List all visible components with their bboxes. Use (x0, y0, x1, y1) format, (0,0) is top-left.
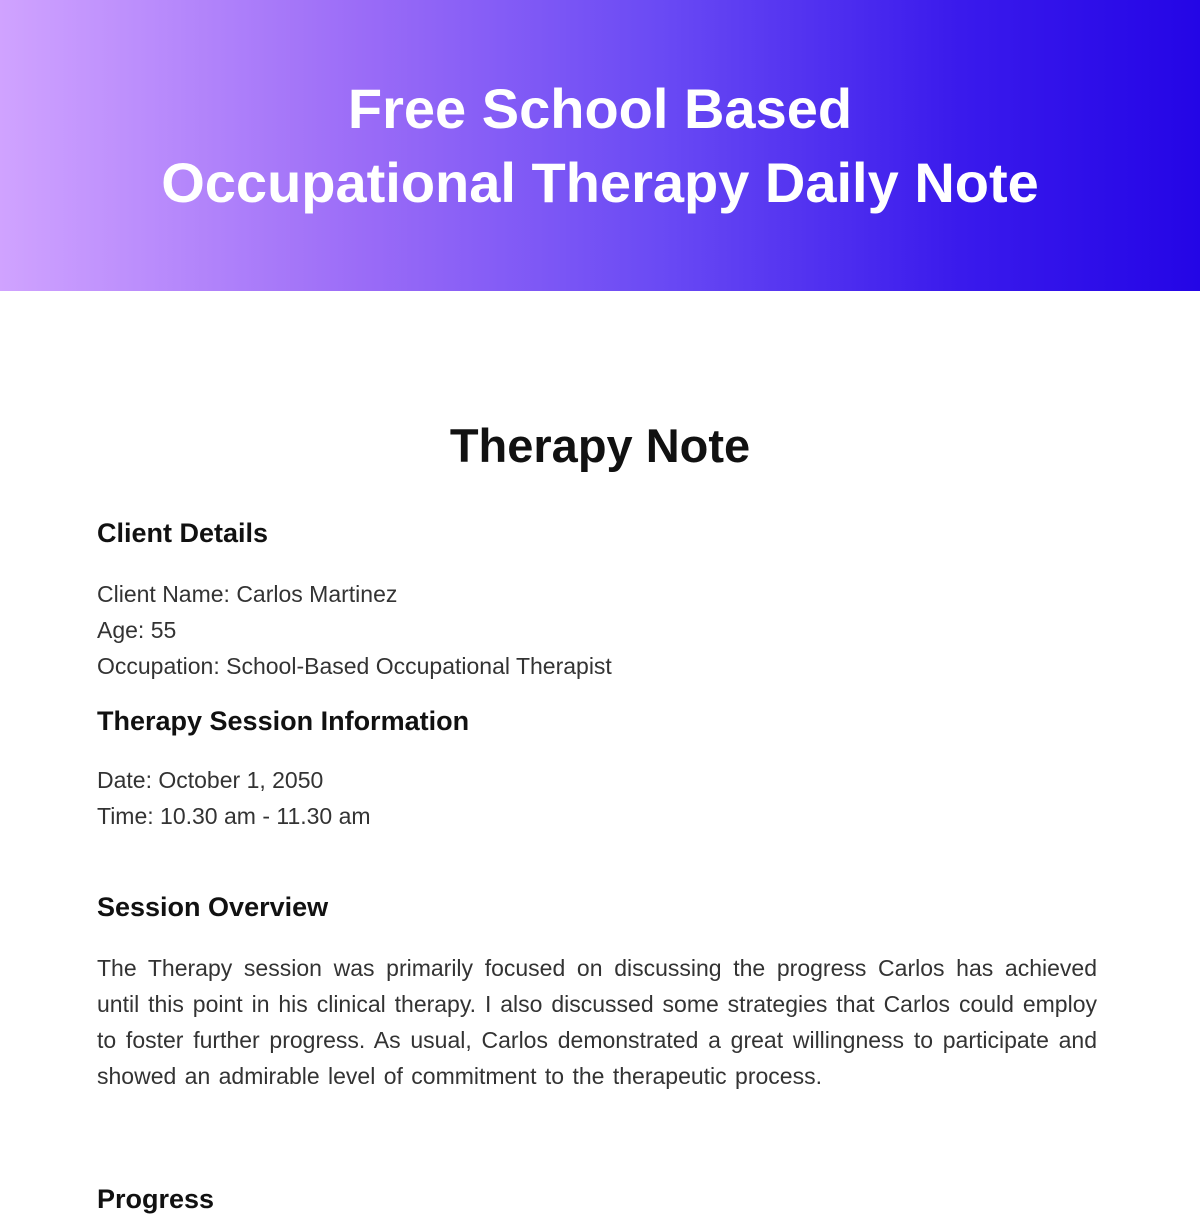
session-overview-heading: Session Overview (97, 892, 329, 922)
session-overview-text: The Therapy session was primarily focused on discussing the progress Carlos has achieved until this point in his clinical therapy. I also discussed some strategies that Carlos could employ to foster further progress. As usual, Carlos demonstrated a great willingness to participate and showed an admirable level of commitment to the therapeutic process. (97, 955, 1097, 1089)
client-details (97, 576, 612, 684)
session-info-heading: Therapy Session Information (97, 706, 470, 736)
session-info (97, 762, 371, 834)
session-time: Time: 10.30 am - 11.30 am (97, 803, 371, 829)
banner-title-line2: Occupational Therapy Daily Note (161, 150, 1039, 214)
progress-heading: Progress (97, 1184, 215, 1214)
header-banner (0, 0, 1200, 291)
session-date: Date: October 1, 2050 (97, 767, 324, 793)
client-name: Client Name: Carlos Martinez (97, 581, 398, 607)
client-occupation: Occupation: School-Based Occupational Therapist (97, 653, 612, 679)
client-age: Age: 55 (97, 617, 177, 643)
client-details-heading: Client Details (97, 518, 269, 548)
banner-title-line1: Free School Based (347, 76, 853, 140)
document-title: Therapy Note (449, 419, 751, 472)
